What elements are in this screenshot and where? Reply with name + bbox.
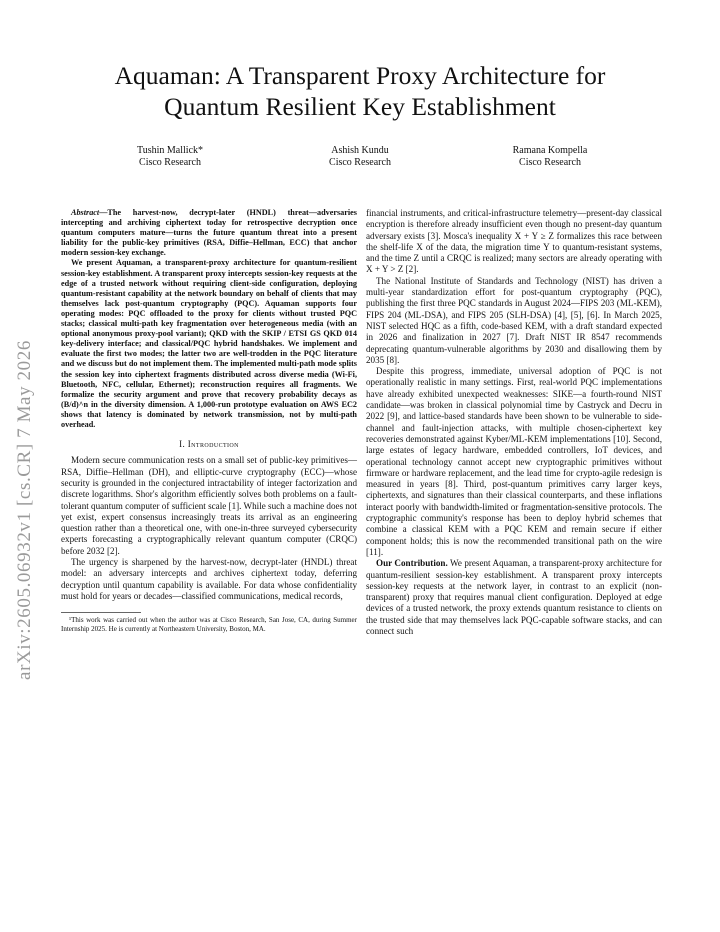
author-name: Ashish Kundu [331,145,389,156]
section-heading: I. Introduction [179,439,239,450]
arxiv-identifier [8,300,42,720]
body-paragraph: Despite this progress, immediate, universal adoption of PQC is not operationally realistic in many settings. First, real-world PQC implementations have already exhibited unexpected weaknesses: SIKE—a fourth-round NIST candidate—was broken in classical polynomial time by Castryck and Decru in 2022 [9], and lattice-based standards have been shown to be vulnerable to side-channel and fault-injection attacks, with multiple chosen-ciphertext key recoveries demonstrated against Kyber/ML-KEM implementations [10]. Second, large estates of legacy hardware, embedded controllers, IoT devices, and operational technology cannot accept new cryptographic primitives without firmware or hardware replacement, and the lead time for crypto-agile redesign is measured in years [8]. Third, post-quantum primitives carry larger keys, ciphertexts, and signatures than their classical counterparts, and these inflations interact poorly with bandwidth-limited or fragmentation-sensitive protocols. The cryptographic community's response has been to deploy hybrid schemes that combine a classical KEM with a PQC KEM and remain secure if either component holds; this is now the recommended transitional path on the wire [11]. [366,366,662,557]
body-paragraph: Modern secure communication rests on a small set of public-key primitives—RSA, Diffie–Hellman (DH), and elliptic-curve cryptography (ECC)—whose security is grounded in the conjectured intractability of integer factorization and discrete logarithms. Shor's algorithm efficiently solves both problems on a fault-tolerant quantum computer of sufficient scale [1]. While such a machine does not yet exist, expert consensus increasingly treats its arrival as an engineering question rather than a theoretical one, with one-in-three surveyed cybersecurity experts forecasting a cryptographically relevant quantum computer (CRQC) before 2032 [2]. [61,455,357,556]
title-line-2: Quantum Resilient Key Establishment [164,92,556,121]
author [470,145,630,169]
abstract-paragraph [61,208,357,258]
body-paragraph: financial instruments, and critical-infrastructure telemetry—present-day classical encryption is therefore already insufficient even though no present-day quantum adversary exists [3]. Mosca's inequality X + Y ≥ Z formalizes this race between the shelf-life X of the data, the migration time Y to quantum-resistant systems, and the time Z until a CRQC is realized; many sectors are already operating with X + Y > Z [2]. [366,208,662,275]
contribution-paragraph [366,558,662,637]
body-paragraph: The National Institute of Standards and Technology (NIST) has driven a multi-year standardization effort for post-quantum cryptography (PQC), publishing the first three PQC standards in August 2024—FIPS 203 (ML-KEM), FIPS 204 (ML-DSA), and FIPS 205 (SLH-DSA) [4], [5], [6]. In March 2025, NIST selected HQC as a fifth, code-based KEM, with a draft standard expected in 2026 and finalization in 2027 [7]. Draft NIST IR 8547 recommends deprecating quantum-vulnerable algorithms by 2030 and disallowing them by 2035 [8]. [366,275,662,365]
author-affiliation: Cisco Research [329,157,391,168]
abstract-paragraph: We present Aquaman, a transparent-proxy architecture for quantum-resilient session-key establishment. A transparent proxy intercepts session-key requests at the edge of a trusted network without requiring client-side configuration, deploying quantum-resistant capability at the network boundary on behalf of clients that may themselves lack post-quantum cryptography (PQC). Aquaman supports four operating modes: PQC offloaded to the proxy for clients without trusted PQC stacks; classical multi-path key fragmentation over heterogeneous media (with an optional anonymous proxy-pool variant); QKD with the SKIP / ETSI GS QKD 014 key-delivery interface; and classical/PQC hybrid handshakes. We implement and evaluate the first two modes; the latter two are well-trodden in the PQC literature and we discuss but do not implement them. The implemented multi-path mode splits the session key into ciphertext fragments distributed across diverse media (Wi-Fi, Bluetooth, NFC, cellular, Ethernet); reconstruction requires all fragments. We formalize the security argument and prove that recovery probability decays as (B/d)^n in the diversity dimension. A 1,000-run prototype evaluation on AWS EC2 shows that latency is dominated by network transmission, not by multi-path overhead. [61,258,357,429]
author-affiliation: Cisco Research [519,157,581,168]
contribution-text: We present Aquaman, a transparent-proxy architecture for quantum-resilient session-key establishment. A transparent proxy intercepts session-key requests at the network layer, in contrast to an explicit (non-transparent) proxy that requires manual client configuration. Deployed at edge devices of a trusted network, the proxy extends quantum resistance to clients on the trusted side that may themselves lack PQC-capable software stacks, and can connect such [366,558,663,636]
author [90,145,250,169]
author-block [90,145,630,169]
title-line-1: Aquaman: A Transparent Proxy Architecture for [114,61,606,90]
author [280,145,440,169]
left-column [61,208,357,633]
abstract-lead: Abstract [71,208,100,217]
author-name: Ramana Kompella [512,145,588,156]
contribution-lead: Our Contribution. [376,558,448,569]
author-name: Tushin Mallick* [136,145,204,156]
footnote: ¹This work was carried out when the author was at Cisco Research, San Jose, CA, during Summer Internship 2025. He is currently at Northeastern University, Boston, MA. [61,616,357,633]
abstract-body-1: —The harvest-now, decrypt-later (HNDL) threat—adversaries intercepting and archiving ciphertext today for retrospective decryption once quantum computers mature—turns the future quantum threat into a present liability for the public-key primitives (RSA, Diffie–Hellman, ECC) that anchor modern session-key exchange. [61,208,357,258]
footnote-divider [61,612,141,613]
arxiv-identifier-text: arXiv:2605.06932v1 [cs.CR] 7 May 2026 [14,340,35,680]
paper-title [60,60,660,122]
right-column [366,208,662,637]
author-affiliation: Cisco Research [139,157,201,168]
body-paragraph: The urgency is sharpened by the harvest-now, decrypt-later (HNDL) threat model: an adversary intercepts and archives ciphertext today, deferring decryption until quantum capability is available. For data whose confidentiality must hold for years or decades—classified communications, medical records, [61,557,357,601]
